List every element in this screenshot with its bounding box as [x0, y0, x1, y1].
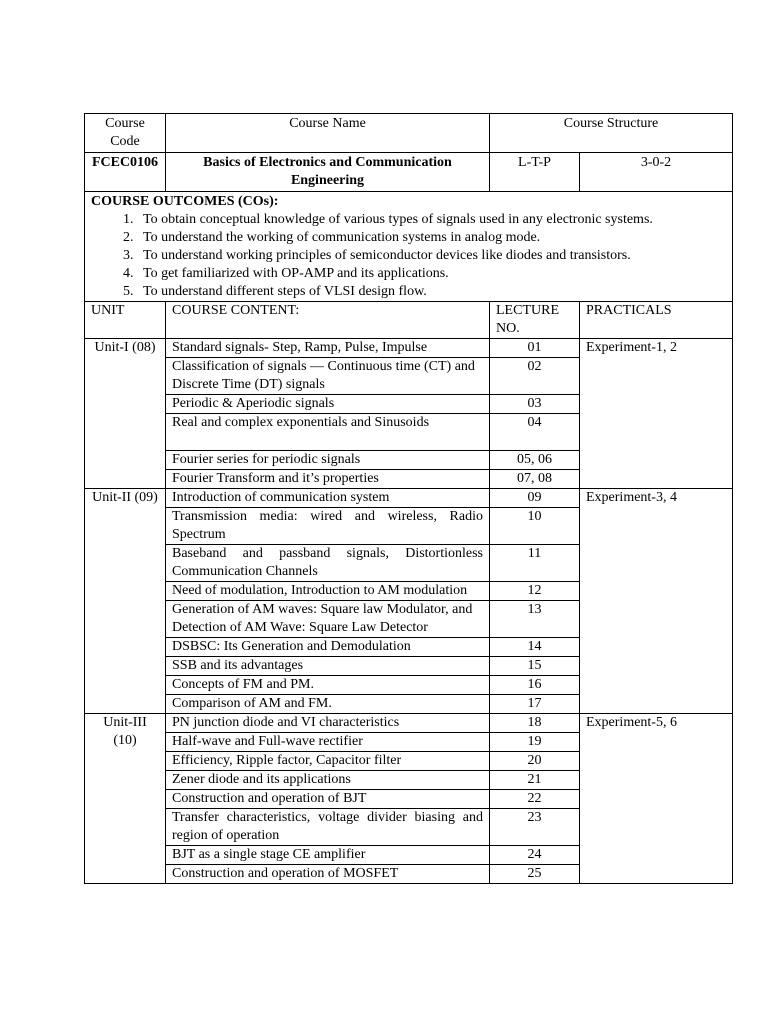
course-outcomes-row [85, 192, 733, 302]
course-name-label: Course Name [166, 114, 490, 153]
lecture-cell: 05, 06 [490, 451, 580, 470]
content-cell: BJT as a single stage CE amplifier [166, 846, 490, 865]
table-row [85, 489, 733, 508]
content-cell: Classification of signals — Continuous time (CT) and Discrete Time (DT) signals [166, 358, 490, 395]
content-cell: Fourier Transform and it’s properties [166, 470, 490, 489]
content-cell: SSB and its advantages [166, 657, 490, 676]
content-cell: Half-wave and Full-wave rectifier [166, 733, 490, 752]
header-row [85, 114, 733, 153]
lecture-cell: 21 [490, 771, 580, 790]
content-cell: Construction and operation of MOSFET [166, 865, 490, 884]
lecture-cell: 20 [490, 752, 580, 771]
lecture-cell: 18 [490, 714, 580, 733]
lecture-cell: 24 [490, 846, 580, 865]
content-cell: Introduction of communication system [166, 489, 490, 508]
practicals-cell: Experiment-5, 6 [580, 714, 733, 884]
table-row [85, 339, 733, 358]
outcome-item: 4. To get familiarized with OP-AMP and its applications. [137, 265, 726, 283]
ltp-value: 3-0-2 [580, 153, 733, 192]
content-cell: Fourier series for periodic signals [166, 451, 490, 470]
lecture-cell: 13 [490, 601, 580, 638]
lecture-cell: 01 [490, 339, 580, 358]
outcome-item: 1. To obtain conceptual knowledge of various types of signals used in any electronic systems. [137, 211, 726, 229]
content-column-header: COURSE CONTENT: [166, 302, 490, 339]
course-info-row [85, 153, 733, 192]
content-cell: Zener diode and its applications [166, 771, 490, 790]
lecture-cell: 12 [490, 582, 580, 601]
outcome-item: 5. To understand different steps of VLSI design flow. [137, 283, 726, 301]
lecture-cell: 03 [490, 395, 580, 414]
unit-label: Unit-I (08) [85, 339, 166, 489]
lecture-cell: 02 [490, 358, 580, 395]
content-cell: Construction and operation of BJT [166, 790, 490, 809]
course-table [84, 113, 733, 884]
course-code-label: Course Code [85, 114, 166, 153]
practicals-cell: Experiment-1, 2 [580, 339, 733, 489]
unit-column-header: UNIT [85, 302, 166, 339]
lecture-cell: 14 [490, 638, 580, 657]
course-name: Basics of Electronics and Communication Engineering [166, 153, 490, 192]
content-cell: PN junction diode and VI characteristics [166, 714, 490, 733]
content-cell: Periodic & Aperiodic signals [166, 395, 490, 414]
content-cell: Comparison of AM and FM. [166, 695, 490, 714]
content-cell: Need of modulation, Introduction to AM modulation [166, 582, 490, 601]
course-outcomes-title: COURSE OUTCOMES (COs): [91, 194, 279, 209]
lecture-cell: 10 [490, 508, 580, 545]
lecture-cell: 07, 08 [490, 470, 580, 489]
course-outcomes [85, 192, 733, 302]
course-page [84, 113, 732, 884]
column-header-row [85, 302, 733, 339]
content-cell: Transfer characteristics, voltage divider biasing and region of operation [166, 809, 490, 846]
unit-label: Unit-III (10) [85, 714, 166, 884]
lecture-cell: 19 [490, 733, 580, 752]
content-cell: Generation of AM waves: Square law Modulator, and Detection of AM Wave: Square Law Detector [166, 601, 490, 638]
outcome-item: 2. To understand the working of communication systems in analog mode. [137, 229, 726, 247]
content-cell: Transmission media: wired and wireless, Radio Spectrum [166, 508, 490, 545]
lecture-cell: 23 [490, 809, 580, 846]
content-cell: Standard signals- Step, Ramp, Pulse, Impulse [166, 339, 490, 358]
practicals-cell: Experiment-3, 4 [580, 489, 733, 714]
lecture-column-header: LECTURE NO. [490, 302, 580, 339]
content-cell: Baseband and passband signals, Distortionless Communication Channels [166, 545, 490, 582]
content-cell: DSBSC: Its Generation and Demodulation [166, 638, 490, 657]
outcome-item: 3. To understand working principles of semiconductor devices like diodes and transistors. [137, 247, 726, 265]
content-cell: Real and complex exponentials and Sinusoids [166, 414, 490, 451]
lecture-cell: 04 [490, 414, 580, 451]
lecture-cell: 25 [490, 865, 580, 884]
course-outcomes-list [91, 211, 726, 301]
content-cell: Concepts of FM and PM. [166, 676, 490, 695]
table-row [85, 714, 733, 733]
lecture-cell: 09 [490, 489, 580, 508]
course-code: FCEC0106 [85, 153, 166, 192]
practicals-column-header: PRACTICALS [580, 302, 733, 339]
lecture-cell: 11 [490, 545, 580, 582]
lecture-cell: 15 [490, 657, 580, 676]
lecture-cell: 22 [490, 790, 580, 809]
course-structure-label: Course Structure [490, 114, 733, 153]
unit-label: Unit-II (09) [85, 489, 166, 714]
content-cell: Efficiency, Ripple factor, Capacitor filter [166, 752, 490, 771]
lecture-cell: 16 [490, 676, 580, 695]
ltp-label: L-T-P [490, 153, 580, 192]
lecture-cell: 17 [490, 695, 580, 714]
